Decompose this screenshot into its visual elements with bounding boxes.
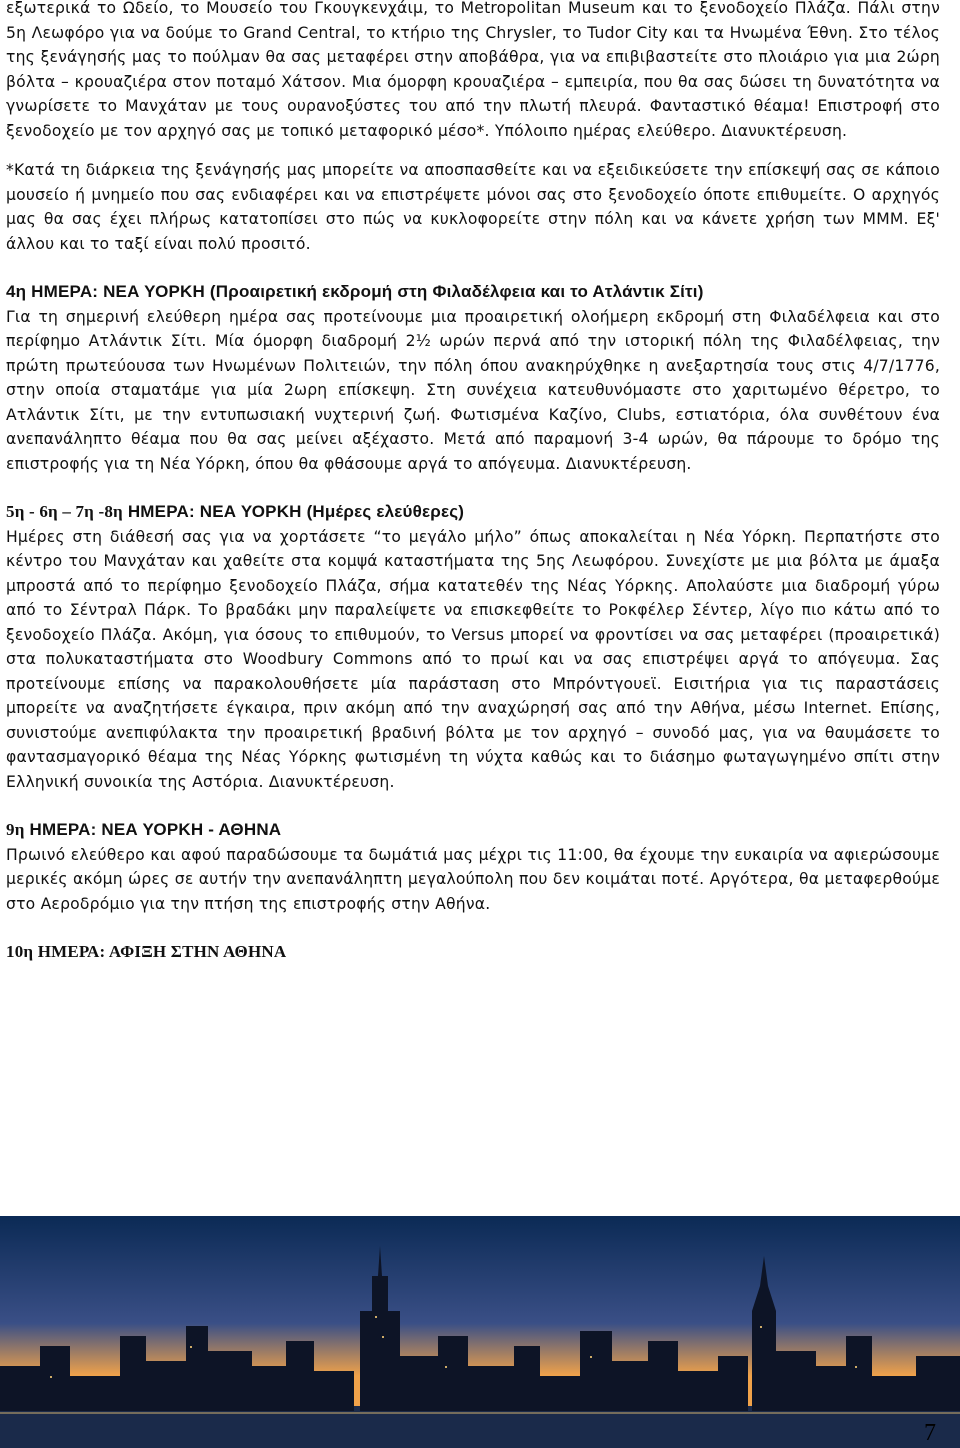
new-york-skyline-image [0, 1216, 960, 1448]
day5-8-heading-prefix: 5η - 6η – 7η -8η [6, 502, 123, 521]
day5-8-heading [6, 500, 940, 525]
day9-heading [6, 818, 940, 843]
day5-8-heading-rest: ΗΜΕΡΑ: ΝΕΑ ΥΟΡΚΗ (Ημέρες ελεύθερες) [122, 502, 465, 521]
day10-heading [6, 940, 940, 965]
page-number: 7 [924, 1420, 936, 1446]
day5-8-body: Ημέρες στη διάθεσή σας για να χορτάσετε “το μεγάλο μήλο” όπως αποκαλείται η Νέα Υόρκη. Περπατήστε στο κέντρο του Μανχάταν και χαθείτε στα κομψά καταστήματα της 5ης Λεωφόρου. Συνεχίστε με μια βόλτα με άμαξα μπροστά από το περίφημο ξενοδοχείο Πλάζα, σήμα κατατεθέν της Νέας Υόρκης. Απολαύστε μια διαδρομή γύρω από το Σέντραλ Πάρκ. Το βραδάκι μην παραλείψετε να επισκεφθείτε το Ροκφέλερ Σέντερ, λίγο πιο κάτω από το ξενοδοχείο Πλάζα. Ακόμη, για όσους το επιθυμούν, το Versus μπορεί να φροντίσει να σας μεταφέρει (προαιρετικά) στα πολυκαταστήματα στο Woodbury Commons από το πρωί και να σας επιστρέψει αργά το απόγευμα. Σας προτείνουμε επίσης να παρακολουθήσετε μία παράσταση στο Μπρόντγουεϊ. Εισιτήρια για τις παραστάσεις μπορείτε να αναζητήσετε έγκαιρα, πριν ακόμη από την αναχώρησή σας από την Αθήνα, μέσω Internet. Επίσης, συνιστούμε ανεπιφύλακτα την προαιρετική βραδινή βόλτα με τον αρχηγό – συνοδό μας, για να θαυμάσετε το φαντασμαγορικό θέαμα της Νέας Υόρκης φωτισμένη τη νύχτα καθώς και το διάσημο φωταγωγημένο σπίτι στην Ελληνική συνοικία της Αστόρια. Διανυκτέρευση. [6, 527, 940, 791]
day9-heading-prefix: 9η [6, 820, 25, 839]
body-text [6, 0, 940, 965]
day4-heading: 4η ΗΜΕΡΑ: ΝΕΑ ΥΟΡΚΗ (Προαιρετική εκδρομή στη Φιλαδέλφεια και το Ατλάντικ Σίτι) [6, 282, 704, 301]
paragraph-note: *Κατά τη διάρκεια της ξενάγησής μας μπορείτε να αποσπασθείτε και να εξειδικεύσετε την επίσκεψή σας σε κάποιο μουσείο ή μνημείο που σας ενδιαφέρει και να επιστρέψετε μόνοι σας στο ξενοδοχείο όποτε επιθυμείτε. Ο αρχηγός μας θα σας έχει πλήρως κατατοπίσει στο πώς να κυκλοφορείτε στην πόλη και να κάνετε χρήση των ΜΜΜ. Εξ' άλλου και το ταξί είναι πολύ προσιτό. [6, 161, 940, 253]
day4-body: Για τη σημερινή ελεύθερη ημέρα σας προτείνουμε μια προαιρετική ολοήμερη εκδρομή στη Φιλαδέλφεια και στο περίφημο Ατλάντικ Σίτι. Μία όμορφη διαδρομή 2½ ωρών περνά από την ιστορική πόλη της Φιλαδέλφειας, την πρώτη πρωτεύουσα των Ηνωμένων Πολιτειών, την πόλη όπου ανακηρύχθηκε η ανεξαρτησία τους στις 4/7/1776, στην οποία σταματάμε για μία 2ωρη επίσκεψη. Στη συνέχεια κατευθυνόμαστε στο χαριτωμένο θέρετρο, το Ατλάντικ Σίτι, με την εντυπωσιακή νυχτερινή ζωή. Φωτισμένα Καζίνο, Clubs, εστιατόρια, όλα συνθέτουν ένα ανεπανάληπτο θέαμα που θα σας μείνει αξέχαστο. Μετά από παραμονή 3-4 ωρών, θα πάρουμε το δρόμο της επιστροφής για τη Νέα Υόρκη, όπου θα φθάσουμε αργά το απόγευμα. Διανυκτέρευση. [6, 307, 940, 473]
paragraph-city-tour: εξωτερικά το Ωδείο, το Μουσείο του Γκουγκενχάιμ, το Metropolitan Museum και το ξενοδοχείο Πλάζα. Πάλι στην 5η Λεωφόρο για να δούμε το Grand Central, το κτήριο της Chrysler, το Tudor City και τα Ηνωμένα Έθνη. Στο τέλος της ξενάγησής μας το πούλμαν θα σας μεταφέρει στην αποβάθρα, για να επιβιβαστείτε στο πλοιάριο για μια 2ώρη βόλτα – κρουαζιέρα στον ποταμό Χάτσον. Μια όμορφη κρουαζιέρα – εμπειρία, που θα σας δώσει τη δυνατότητα να γνωρίσετε το Μανχάταν με τους ουρανοξύστες του από την πλωτή πλευρά. Φανταστικό θέαμα! Επιστροφή στο ξενοδοχείο με τον αρχηγό σας με τοπικό μεταφορικό μέσο*. Υπόλοιπο ημέρας ελεύθερο. Διανυκτέρευση. [6, 0, 940, 140]
day9-body: Πρωινό ελεύθερο και αφού παραδώσουμε τα δωμάτιά μας μέχρι τις 11:00, θα έχουμε την ευκαιρία να αφιερώσουμε μερικές ακόμη ώρες σε αυτήν την ανεπανάληπτη μεγαλούπολη που δεν κοιμάται ποτέ. Αργότερα, θα μεταφερθούμε στο Αεροδρόμιο για την πτήση της επιστροφής στην Αθήνα. [6, 845, 940, 913]
day9-heading-rest: ΗΜΕΡΑ: ΝΕΑ ΥΟΡΚΗ - ΑΘΗΝΑ [24, 820, 282, 839]
day10-heading-text: 10η ΗΜΕΡΑ: ΑΦΙΞΗ ΣΤΗΝ ΑΘΗΝΑ [6, 942, 287, 961]
